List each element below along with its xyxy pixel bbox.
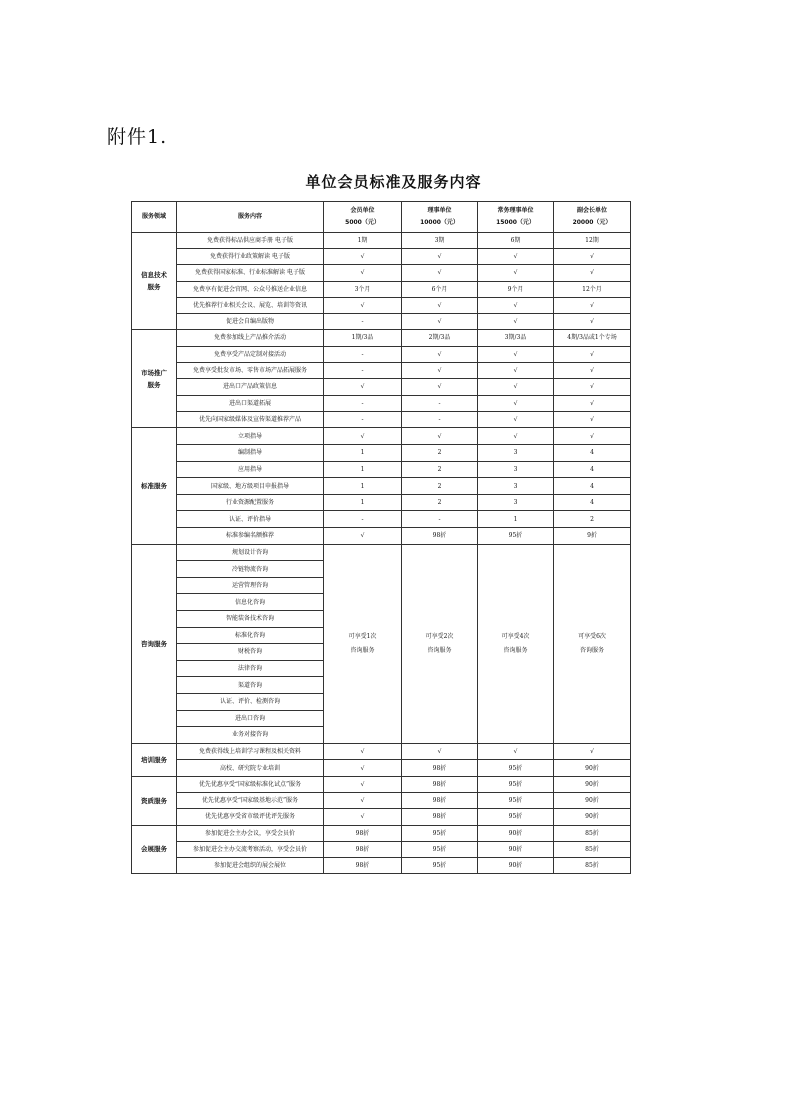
vice-value-cell: 85折	[554, 825, 631, 841]
vice-value-cell: √	[554, 412, 631, 428]
service-content-cell: 优先优惠享受省市级评优评先服务	[177, 809, 324, 825]
section-domain	[132, 330, 177, 428]
vice-consulting-line: 咨询服务	[579, 646, 604, 654]
standing-consulting-line: 可享受4次	[501, 632, 530, 640]
standing-value-cell: √	[478, 743, 554, 760]
standing-value-cell: √	[478, 313, 554, 329]
table-row	[132, 445, 631, 462]
member-value-cell: 1	[324, 494, 402, 511]
standing-value-cell: 95折	[478, 793, 554, 809]
director-value-cell: 2	[402, 445, 478, 462]
vice-value-cell: 2	[554, 511, 631, 528]
vice-value-cell: 4期/3品或1个专场	[554, 330, 631, 346]
standing-value-cell: √	[478, 297, 554, 313]
service-content-cell: 免费享受批发市场、零售市场产品拓展服务	[177, 362, 324, 378]
consulting-item-cell: 规划设计咨询	[177, 544, 324, 561]
header-standing-fee: 15000（元）	[496, 219, 535, 226]
consulting-item-cell: 进出口咨询	[177, 710, 324, 727]
service-content-cell: 免费获得国家标准、行业标准解读 电子版	[177, 265, 324, 281]
standing-value-cell: 90折	[478, 858, 554, 874]
standing-value-cell: √	[478, 412, 554, 428]
member-value-cell: √	[324, 743, 402, 760]
director-value-cell: 3期	[402, 233, 478, 249]
standing-value-cell: √	[478, 265, 554, 281]
member-value-cell: √	[324, 265, 402, 281]
service-content-cell: 免费参加线上产品推介活动	[177, 330, 324, 346]
standing-value-cell: √	[478, 249, 554, 265]
vice-value-cell: √	[554, 265, 631, 281]
standing-value-cell: √	[478, 346, 554, 362]
section-domain	[132, 233, 177, 330]
service-content-cell: 参加促进会组织的展会展位	[177, 858, 324, 874]
service-content-cell: 优先优惠享受“国家级基地示范”服务	[177, 793, 324, 809]
director-value-cell: √	[402, 379, 478, 395]
member-value-cell: -	[324, 346, 402, 362]
director-value-cell: 2	[402, 494, 478, 511]
director-value-cell: 98折	[402, 776, 478, 792]
section-domain-line: 咨询服务	[141, 639, 167, 648]
consulting-item-cell: 运营管理咨询	[177, 577, 324, 594]
table-row	[132, 233, 631, 249]
service-content-cell: 促进会自编出版物	[177, 313, 324, 329]
member-value-cell: -	[324, 362, 402, 378]
table-row	[132, 841, 631, 857]
consulting-item-cell: 认证、评价、检测咨询	[177, 693, 324, 710]
standing-value-cell: 3	[478, 494, 554, 511]
director-value-cell: 2	[402, 478, 478, 495]
consulting-item-cell: 业务对接咨询	[177, 727, 324, 744]
vice-consulting-line: 可享受6次	[578, 632, 606, 640]
service-content-cell: 优先向国家级媒体及宣传渠道推荐产品	[177, 412, 324, 428]
section-domain-line: 会展服务	[141, 845, 167, 854]
service-content-cell: 进出口渠道拓展	[177, 395, 324, 411]
director-value-cell: 98折	[402, 793, 478, 809]
director-consulting-line: 咨询服务	[427, 646, 452, 654]
director-value-cell: -	[402, 395, 478, 411]
section-domain-line: 培训服务	[141, 755, 167, 764]
section-domain	[132, 428, 177, 544]
section-domain-line: 市场推广	[141, 368, 167, 377]
table-row	[132, 249, 631, 265]
header-domain: 服务领域	[132, 202, 177, 233]
member-value-cell: 1	[324, 445, 402, 462]
header-director-name: 理事单位	[427, 207, 452, 214]
table-row	[132, 395, 631, 411]
section-domain-line: 标准服务	[141, 482, 167, 491]
consulting-item-cell: 冷链物流咨询	[177, 561, 324, 578]
member-value-cell: 3个月	[324, 281, 402, 297]
standing-value-cell: 90折	[478, 841, 554, 857]
member-value-cell: 1	[324, 461, 402, 478]
section-domain-line: 服务	[147, 380, 161, 389]
table-row	[132, 825, 631, 841]
consulting-item-cell: 智能装备技术咨询	[177, 611, 324, 628]
service-content-cell: 优先优惠享受“国家级标准化试点”服务	[177, 776, 324, 792]
standing-value-cell: 95折	[478, 776, 554, 792]
member-consulting-line: 可享受1次	[348, 632, 377, 640]
service-content-cell: 进出口产品政策信息	[177, 379, 324, 395]
standing-value-cell: √	[478, 379, 554, 395]
service-content-cell: 行业资源配置服务	[177, 494, 324, 511]
vice-value-cell: 4	[554, 445, 631, 462]
director-value-cell: 95折	[402, 825, 478, 841]
table-row	[132, 793, 631, 809]
director-value-cell: -	[402, 511, 478, 528]
vice-value-cell: 90折	[554, 809, 631, 825]
member-value-cell: 98折	[324, 825, 402, 841]
member-value-cell: -	[324, 395, 402, 411]
service-content-cell: 免费享有促进会官网、公众号推送企业信息	[177, 281, 324, 297]
table-row	[132, 760, 631, 777]
section-domain	[132, 825, 177, 874]
header-content: 服务内容	[177, 202, 324, 233]
vice-value-cell: 12期	[554, 233, 631, 249]
consulting-item-cell: 财税咨询	[177, 644, 324, 661]
standing-value-cell: 3期/3品	[478, 330, 554, 346]
section-domain-line: 信息技术	[141, 271, 167, 280]
member-consulting-line: 咨询服务	[350, 646, 375, 654]
vice-value-cell: 85折	[554, 841, 631, 857]
standing-value-cell: 90折	[478, 825, 554, 841]
table-body	[132, 233, 631, 874]
service-content-cell: 标准参编名额推荐	[177, 528, 324, 545]
table-row	[132, 313, 631, 329]
table-header-row	[132, 202, 631, 233]
header-director	[402, 202, 478, 233]
table-row	[132, 281, 631, 297]
table-row	[132, 412, 631, 428]
vice-value-cell: √	[554, 428, 631, 445]
vice-value-cell: 4	[554, 478, 631, 495]
table-row	[132, 544, 631, 561]
service-content-cell: 参加促进会主办会议，享受会员价	[177, 825, 324, 841]
standing-value-cell: 1	[478, 511, 554, 528]
table-row	[132, 858, 631, 874]
header-director-fee: 10000（元）	[420, 219, 459, 226]
standing-value-cell: √	[478, 362, 554, 378]
member-value-cell: √	[324, 776, 402, 792]
director-value-cell: 6个月	[402, 281, 478, 297]
header-vice	[554, 202, 631, 233]
vice-consulting-cell	[554, 544, 631, 743]
member-value-cell: 98折	[324, 858, 402, 874]
director-value-cell: -	[402, 412, 478, 428]
table-row	[132, 494, 631, 511]
standing-value-cell: 95折	[478, 528, 554, 545]
vice-value-cell: 90折	[554, 760, 631, 777]
standing-consulting-line: 咨询服务	[503, 646, 528, 654]
standing-consulting-cell	[478, 544, 554, 743]
standing-value-cell: √	[478, 428, 554, 445]
member-value-cell: √	[324, 760, 402, 777]
vice-value-cell: 12个月	[554, 281, 631, 297]
vice-value-cell: 4	[554, 494, 631, 511]
table-row	[132, 809, 631, 825]
member-value-cell: √	[324, 249, 402, 265]
service-content-cell: 免费获得行业政策解读 电子版	[177, 249, 324, 265]
director-value-cell: 95折	[402, 858, 478, 874]
service-content-cell: 应用指导	[177, 461, 324, 478]
director-value-cell: √	[402, 313, 478, 329]
section-domain	[132, 743, 177, 776]
member-value-cell: -	[324, 412, 402, 428]
service-content-cell: 立项指导	[177, 428, 324, 445]
director-consulting-cell	[402, 544, 478, 743]
table-row	[132, 428, 631, 445]
service-content-cell: 免费获得线上培训学习课程及相关资料	[177, 743, 324, 760]
vice-value-cell: √	[554, 743, 631, 760]
director-value-cell: 95折	[402, 841, 478, 857]
vice-value-cell: 90折	[554, 793, 631, 809]
table-row	[132, 511, 631, 528]
director-value-cell: 2	[402, 461, 478, 478]
table-row	[132, 461, 631, 478]
section-domain-line: 资质服务	[141, 796, 167, 805]
header-standing-name: 常务理事单位	[497, 207, 534, 214]
table-row	[132, 362, 631, 378]
header-member-name: 会员单位	[350, 207, 375, 214]
attachment-label: 附件1.	[107, 126, 168, 148]
vice-value-cell: √	[554, 362, 631, 378]
member-value-cell: √	[324, 809, 402, 825]
table-row	[132, 297, 631, 313]
director-value-cell: 98折	[402, 528, 478, 545]
header-standing	[478, 202, 554, 233]
director-value-cell: √	[402, 265, 478, 281]
standing-value-cell: 3	[478, 461, 554, 478]
table-row	[132, 330, 631, 346]
consulting-item-cell: 标准化咨询	[177, 627, 324, 644]
member-value-cell: √	[324, 793, 402, 809]
member-value-cell: -	[324, 313, 402, 329]
header-vice-name: 副会长单位	[576, 207, 607, 214]
service-content-cell: 认证、评价指导	[177, 511, 324, 528]
member-value-cell: -	[324, 511, 402, 528]
table-row	[132, 776, 631, 792]
member-value-cell: 1期	[324, 233, 402, 249]
director-value-cell: √	[402, 249, 478, 265]
member-value-cell: √	[324, 528, 402, 545]
standing-value-cell: 3	[478, 445, 554, 462]
member-value-cell: 1	[324, 478, 402, 495]
table-row	[132, 265, 631, 281]
standing-value-cell: 3	[478, 478, 554, 495]
consulting-item-cell: 渠道咨询	[177, 677, 324, 694]
director-value-cell: √	[402, 743, 478, 760]
standing-value-cell: 95折	[478, 809, 554, 825]
vice-value-cell: √	[554, 313, 631, 329]
membership-table	[131, 201, 631, 874]
director-value-cell: 2期/3品	[402, 330, 478, 346]
vice-value-cell: 9折	[554, 528, 631, 545]
table-row	[132, 346, 631, 362]
director-value-cell: 98折	[402, 760, 478, 777]
header-vice-fee: 20000（元）	[572, 219, 612, 226]
vice-value-cell: √	[554, 249, 631, 265]
member-consulting-cell	[324, 544, 402, 743]
director-value-cell: √	[402, 362, 478, 378]
service-content-cell: 免费享受产品定制对接活动	[177, 346, 324, 362]
table-row	[132, 379, 631, 395]
director-value-cell: 98折	[402, 809, 478, 825]
vice-value-cell: 85折	[554, 858, 631, 874]
table-row	[132, 478, 631, 495]
page-title: 单位会员标准及服务内容	[305, 173, 482, 191]
standing-value-cell: 95折	[478, 760, 554, 777]
member-value-cell: √	[324, 428, 402, 445]
service-content-cell: 高校、研究院专业培训	[177, 760, 324, 777]
service-content-cell: 国家级、地方级项目申报指导	[177, 478, 324, 495]
director-value-cell: √	[402, 346, 478, 362]
vice-value-cell: √	[554, 379, 631, 395]
table-row	[132, 528, 631, 545]
consulting-item-cell: 法律咨询	[177, 660, 324, 677]
section-domain-line: 服务	[147, 283, 161, 292]
vice-value-cell: 4	[554, 461, 631, 478]
vice-value-cell: √	[554, 395, 631, 411]
vice-value-cell: √	[554, 297, 631, 313]
vice-value-cell: 90折	[554, 776, 631, 792]
standing-value-cell: 6期	[478, 233, 554, 249]
consulting-item-cell: 信息化咨询	[177, 594, 324, 611]
header-member	[324, 202, 402, 233]
service-content-cell: 参加促进会主办交流考察活动，享受会员价	[177, 841, 324, 857]
member-value-cell: √	[324, 297, 402, 313]
section-domain	[132, 544, 177, 743]
member-value-cell: √	[324, 379, 402, 395]
service-content-cell: 编制指导	[177, 445, 324, 462]
vice-value-cell: √	[554, 346, 631, 362]
member-value-cell: 1期/3品	[324, 330, 402, 346]
header-member-fee: 5000（元）	[345, 219, 380, 226]
standing-value-cell: 9个月	[478, 281, 554, 297]
member-value-cell: 98折	[324, 841, 402, 857]
director-consulting-line: 可享受2次	[425, 632, 454, 640]
service-content-cell: 优先推荐行业相关会议、展览、培训等资讯	[177, 297, 324, 313]
service-content-cell: 免费获得标品供应商手册 电子版	[177, 233, 324, 249]
table-row	[132, 743, 631, 760]
director-value-cell: √	[402, 297, 478, 313]
section-domain	[132, 776, 177, 825]
standing-value-cell: √	[478, 395, 554, 411]
director-value-cell: √	[402, 428, 478, 445]
